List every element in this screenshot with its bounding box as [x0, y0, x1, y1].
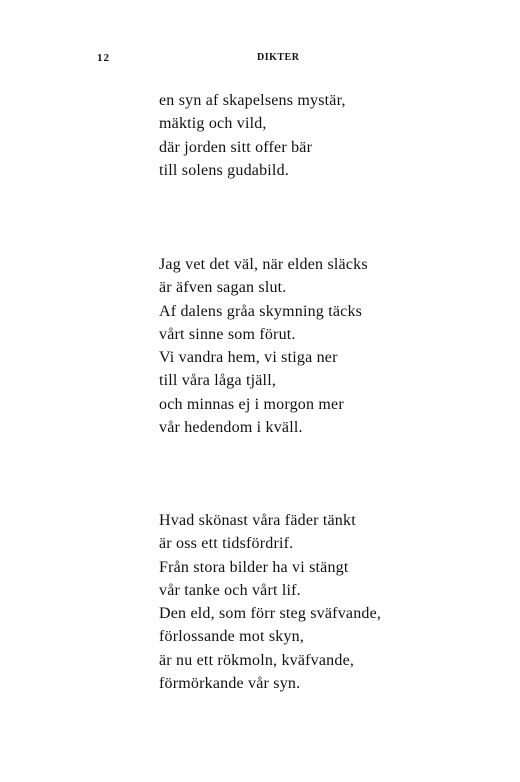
verse-line: förlossande mot skyn, — [159, 628, 305, 646]
verse-line: vårt sinne som förut. — [159, 325, 296, 343]
verse-line: Af dalens gråa skymning täcks — [159, 302, 363, 320]
page-number: 12 — [97, 52, 110, 64]
verse-line: är äfven sagan slut. — [159, 279, 287, 297]
stanza-2 — [159, 253, 368, 439]
verse-line: Från stora bilder ha vi stängt — [159, 558, 349, 576]
running-head — [0, 52, 520, 68]
running-title: DIKTER — [257, 52, 300, 63]
verse-line: vår tanke och vårt lif. — [159, 581, 301, 599]
verse-line: är oss ett tidsfördrif. — [159, 535, 294, 553]
verse-line: och minnas ej i morgon mer — [159, 395, 344, 413]
verse-line: Den eld, som förr steg sväfvande, — [159, 605, 382, 623]
verse-line: till våra låga tjäll, — [159, 372, 277, 390]
verse-line: vår hedendom i kväll. — [159, 419, 303, 437]
verse-line: till solens gudabild. — [159, 161, 289, 179]
verse-line: Vi vandra hem, vi stiga ner — [159, 349, 338, 367]
verse-line: Jag vet det väl, när elden släcks — [159, 256, 368, 273]
verse-line: där jorden sitt offer bär — [159, 138, 313, 156]
stanza-1 — [159, 89, 346, 182]
verse-line: Hvad skönast våra fäder tänkt — [159, 512, 356, 529]
verse-line: förmörkande vår syn. — [159, 675, 301, 693]
verse-line: är nu ett rökmoln, kväfvande, — [159, 651, 355, 669]
verse-line: en syn af skapelsens mystär, — [159, 92, 346, 109]
stanza-3 — [159, 509, 381, 695]
verse-line: mäktig och vild, — [159, 115, 267, 133]
